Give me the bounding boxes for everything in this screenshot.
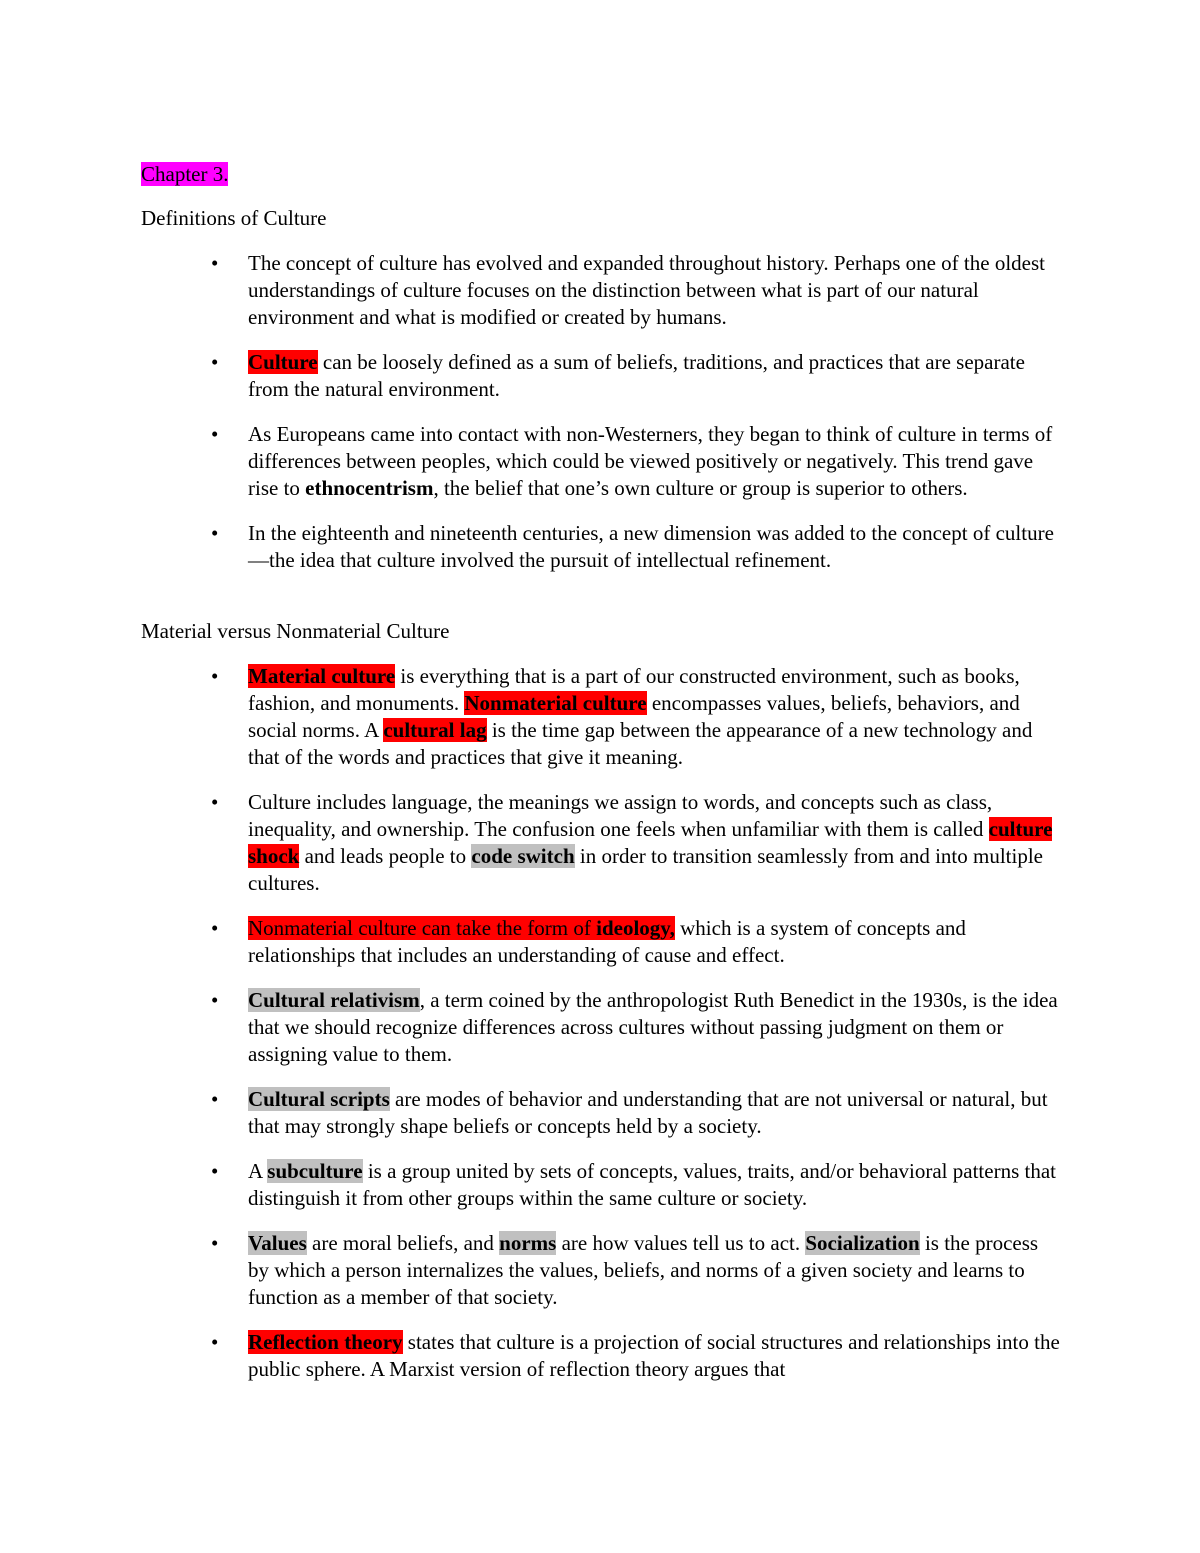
highlighted-term: norms xyxy=(499,1231,557,1255)
bullet-text: is everything that is a part of our constructed environment, such as books, fashion, and monuments. xyxy=(248,664,1020,715)
highlighted-term: Values xyxy=(248,1231,307,1255)
bullet-item xyxy=(0,1158,1063,1212)
bullet-item xyxy=(0,250,1063,331)
bullet-dot-icon: • xyxy=(211,790,219,814)
bullet-item xyxy=(0,421,1063,502)
highlighted-term: Cultural relativism xyxy=(248,988,420,1012)
bullet-text: is the time gap between the appearance of a new technology and that of the words and practices that give it meaning. xyxy=(248,718,1033,769)
bullet-text: and leads people to xyxy=(299,844,472,868)
bullet-item xyxy=(0,1329,1063,1383)
highlighted-text: Nonmaterial culture can take the form of xyxy=(248,916,597,940)
section-heading-definitions: Definitions of Culture xyxy=(141,206,327,230)
highlighted-term: cultural lag xyxy=(383,718,487,742)
bullet-text: As Europeans came into contact with non-Westerners, they began to think of culture in terms of differences between peoples, which could be viewed positively or negatively. This trend gave rise to xyxy=(248,422,1053,500)
bullet-text: A xyxy=(248,1159,268,1183)
bullet-text: In the eighteenth and nineteenth centuries, a new dimension was added to the concept of culture—the idea that culture involved the pursuit of intellectual refinement. xyxy=(248,521,1054,572)
bullet-item xyxy=(0,987,1063,1068)
bullet-dot-icon: • xyxy=(211,664,219,688)
bullet-item xyxy=(0,789,1063,897)
bullet-text: are modes of behavior and understanding that are not universal or natural, but that may strongly shape beliefs or concepts held by a society. xyxy=(248,1087,1048,1138)
bullet-dot-icon: • xyxy=(211,1231,219,1255)
highlighted-term: Socialization xyxy=(805,1231,920,1255)
bullet-dot-icon: • xyxy=(211,350,219,374)
highlighted-term: Culture xyxy=(248,350,318,374)
bullet-dot-icon: • xyxy=(211,916,219,940)
highlighted-term: ideology, xyxy=(596,916,675,940)
highlighted-term: subculture xyxy=(267,1159,363,1183)
bullet-dot-icon: • xyxy=(211,521,219,545)
bullet-text: states that culture is a projection of social structures and relationships into the public sphere. A Marxist version of reflection theory argues that xyxy=(248,1330,1060,1381)
highlighted-term: code switch xyxy=(471,844,575,868)
bullet-item xyxy=(0,1230,1063,1311)
bullet-dot-icon: • xyxy=(211,1087,219,1111)
definitions-bullet-list xyxy=(0,250,1200,592)
bullet-dot-icon: • xyxy=(211,251,219,275)
highlighted-term: Reflection theory xyxy=(248,1330,403,1354)
bullet-dot-icon: • xyxy=(211,988,219,1012)
bullet-item xyxy=(0,520,1063,574)
bullet-text: which is a system of concepts and relationships that includes an understanding of cause and effect. xyxy=(248,916,966,967)
bullet-item xyxy=(0,663,1063,771)
section-heading-material: Material versus Nonmaterial Culture xyxy=(141,619,450,643)
chapter-label xyxy=(141,161,228,188)
bullet-text: , the belief that one’s own culture or group is superior to others. xyxy=(433,476,968,500)
bullet-text: are how values tell us to act. xyxy=(556,1231,806,1255)
highlighted-term: Cultural scripts xyxy=(248,1087,390,1111)
chapter-label-text: Chapter 3. xyxy=(141,162,229,186)
bullet-item xyxy=(0,349,1063,403)
highlighted-term: culture shock xyxy=(248,817,1053,868)
bullet-item xyxy=(0,1086,1063,1140)
bold-term: ethnocentrism xyxy=(305,476,434,500)
highlighted-term: Material culture xyxy=(248,664,396,688)
material-bullet-list xyxy=(0,663,1200,1401)
highlighted-term: Nonmaterial culture xyxy=(464,691,647,715)
bullet-text: Culture includes language, the meanings we assign to words, and concepts such as class, inequality, and ownership. The confusion one feels when unfamiliar with them is called xyxy=(248,790,993,841)
bullet-text: can be loosely defined as a sum of beliefs, traditions, and practices that are separate from the natural environment. xyxy=(248,350,1025,401)
bullet-item xyxy=(0,915,1063,969)
bullet-dot-icon: • xyxy=(211,422,219,446)
bullet-text: in order to transition seamlessly from and into multiple cultures. xyxy=(248,844,1043,895)
bullet-text: , a term coined by the anthropologist Ruth Benedict in the 1930s, is the idea that we should recognize differences across cultures without passing judgment on them or assigning value to them. xyxy=(248,988,1058,1066)
bullet-text: is the process by which a person internalizes the values, beliefs, and norms of a given society and learns to function as a member of that society. xyxy=(248,1231,1039,1309)
bullet-dot-icon: • xyxy=(211,1330,219,1354)
bullet-text: The concept of culture has evolved and expanded throughout history. Perhaps one of the oldest understandings of culture focuses on the distinction between what is part of our natural environment and what is modified or created by humans. xyxy=(248,251,1045,329)
bullet-dot-icon: • xyxy=(211,1159,219,1183)
bullet-text: are moral beliefs, and xyxy=(306,1231,500,1255)
bullet-text: is a group united by sets of concepts, values, traits, and/or behavioral patterns that distinguish it from other groups within the same culture or society. xyxy=(248,1159,1056,1210)
bullet-text: encompasses values, beliefs, behaviors, and social norms. A xyxy=(248,691,1020,742)
